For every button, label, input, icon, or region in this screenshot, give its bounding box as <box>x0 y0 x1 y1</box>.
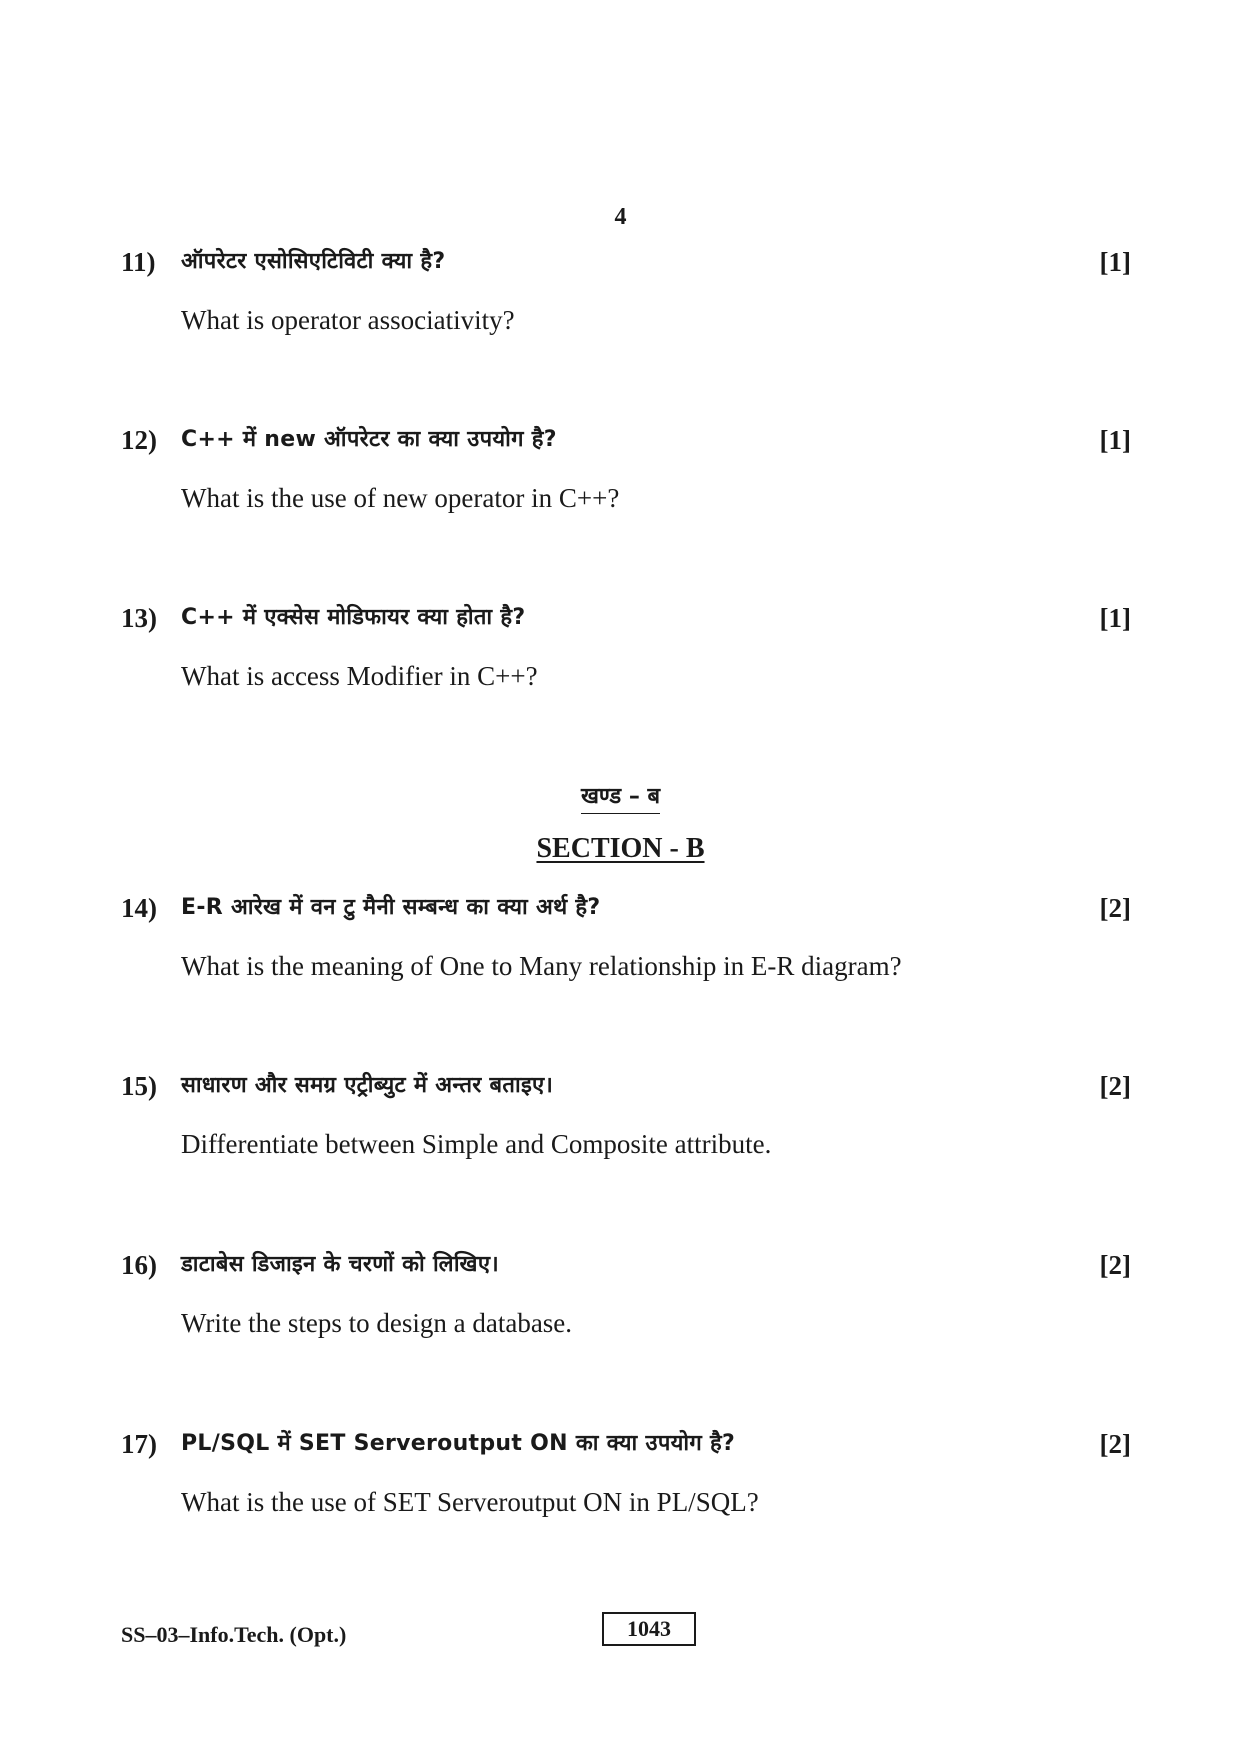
question-text-english: What is the use of SET Serveroutput ON in PL/SQL? <box>181 1487 759 1517</box>
question-number: 11) <box>121 247 156 277</box>
question-text-hindi: C++ में new ऑपरेटर का क्या उपयोग है? <box>181 427 557 452</box>
question-number: 12) <box>121 425 157 455</box>
question-marks: [2] <box>1099 1071 1131 1101</box>
paper-number-box: 1043 <box>602 1612 696 1646</box>
question-text-hindi: C++ में एक्सेस मोडिफायर क्या होता है? <box>181 605 526 630</box>
section-heading <box>0 833 1241 865</box>
question-text-english: What is the use of new operator in C++? <box>181 483 620 513</box>
question-text-english: What is the meaning of One to Many relationship in E-R diagram? <box>181 951 902 981</box>
question-14 <box>121 888 1131 986</box>
question-text-hindi: साधारण और समग्र एट्रीब्युट में अन्तर बताइए। <box>181 1073 554 1098</box>
question-text-english: What is access Modifier in C++? <box>181 661 538 691</box>
section-heading-hindi-text: खण्ड – ब <box>581 784 660 814</box>
question-marks: [1] <box>1099 247 1131 277</box>
question-text-english: Write the steps to design a database. <box>181 1308 573 1338</box>
question-number: 14) <box>121 893 157 923</box>
question-text-hindi: ऑपरेटर एसोसिएटिविटी क्या है? <box>181 249 446 274</box>
question-text-english: Differentiate between Simple and Composite attribute. <box>181 1129 772 1159</box>
page-number: 4 <box>614 204 627 230</box>
question-12 <box>121 420 1131 518</box>
question-marks: [2] <box>1099 1250 1131 1280</box>
question-marks: [1] <box>1099 603 1131 633</box>
question-16 <box>121 1245 1131 1343</box>
section-heading-hindi <box>0 780 1241 810</box>
question-number: 16) <box>121 1250 157 1280</box>
section-heading-text: SECTION - B <box>536 833 705 864</box>
question-text-english: What is operator associativity? <box>181 305 515 335</box>
question-number: 13) <box>121 603 157 633</box>
question-13 <box>121 598 1131 696</box>
paper-code: SS–03–Info.Tech. (Opt.) <box>121 1622 347 1647</box>
question-marks: [2] <box>1099 893 1131 923</box>
question-marks: [1] <box>1099 425 1131 455</box>
question-marks: [2] <box>1099 1429 1131 1459</box>
question-text-hindi: E-R आरेख में वन टु मैनी सम्बन्ध का क्या अर्थ है? <box>181 895 601 920</box>
question-11 <box>121 242 1131 340</box>
question-text-hindi: डाटाबेस डिजाइन के चरणों को लिखिए। <box>181 1252 499 1277</box>
question-15 <box>121 1066 1131 1164</box>
question-number: 15) <box>121 1071 157 1101</box>
question-17 <box>121 1424 1131 1522</box>
question-text-hindi: PL/SQL में SET Serveroutput ON का क्या उपयोग है? <box>181 1431 736 1456</box>
question-number: 17) <box>121 1429 157 1459</box>
